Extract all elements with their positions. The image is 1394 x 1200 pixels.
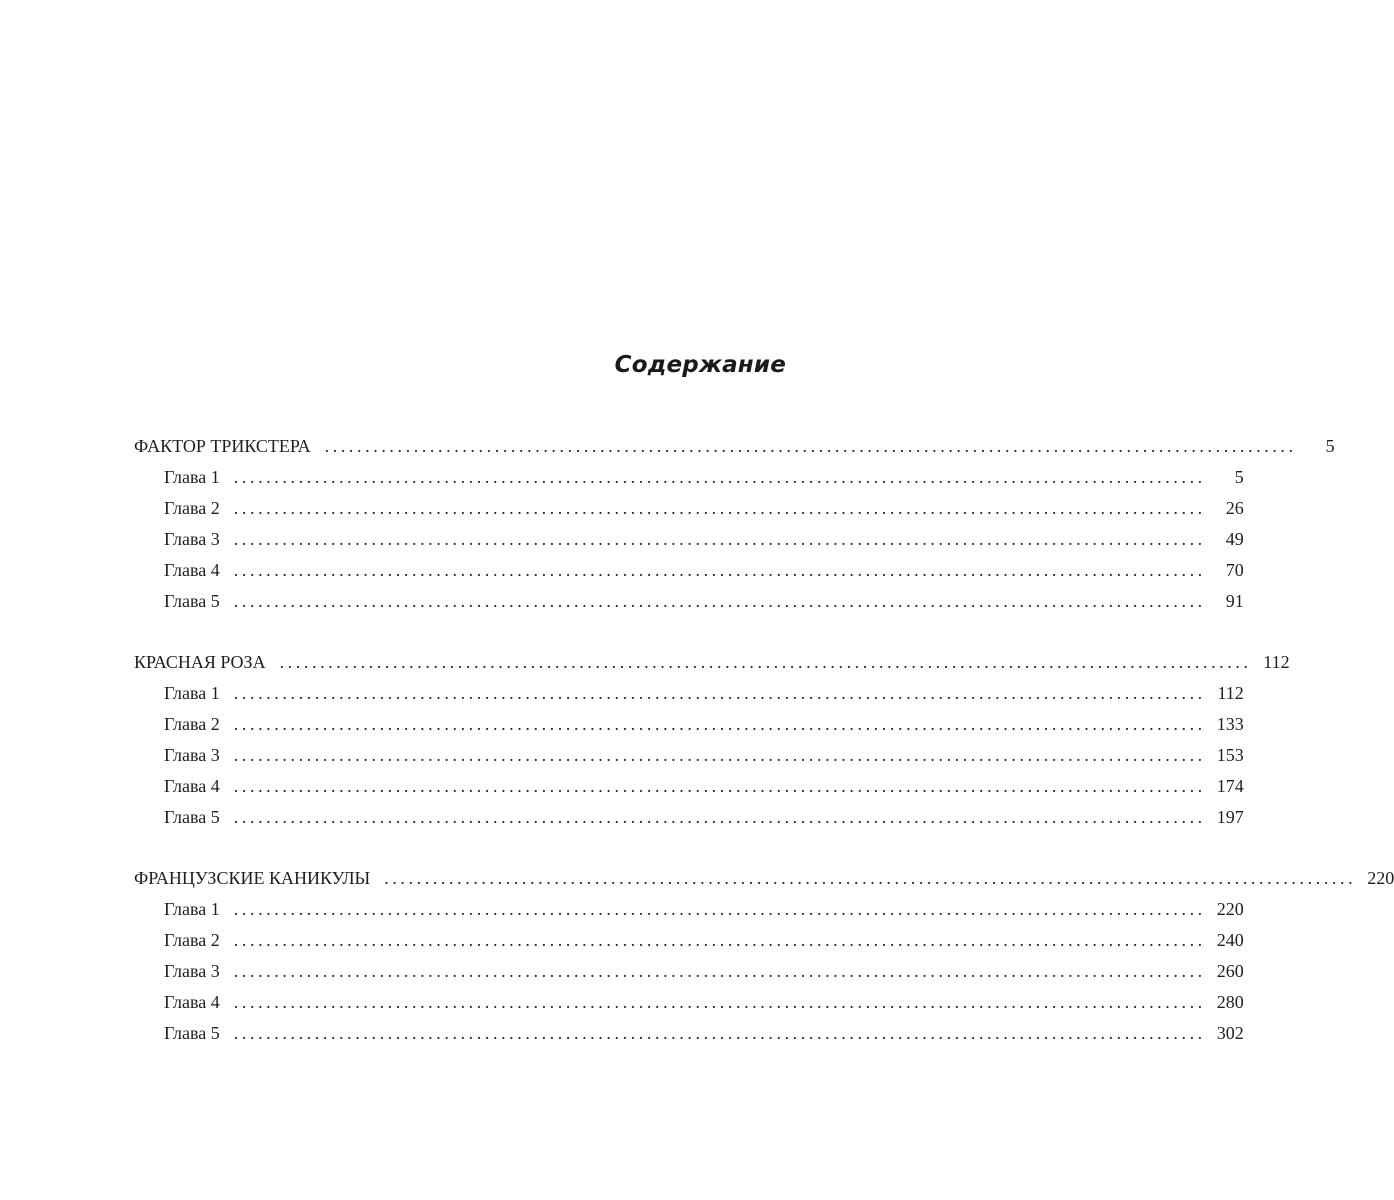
toc-chapter-entry[interactable] <box>134 709 1244 740</box>
toc-title: Содержание <box>614 352 786 378</box>
dot-leader: ........................................................................................................................ <box>233 591 1206 611</box>
dot-leader: ........................................................................................................................ <box>233 745 1206 765</box>
dot-leader: ........................................................................................................................ <box>233 899 1206 919</box>
page-number: 302 <box>1216 1023 1244 1043</box>
page-number: 240 <box>1216 930 1244 950</box>
toc-chapter-entry[interactable] <box>134 987 1244 1018</box>
chapter-label: Глава 2 <box>164 930 220 950</box>
page-number: 5 <box>1234 467 1244 487</box>
chapter-label: Глава 5 <box>164 1023 220 1043</box>
toc-part-entry[interactable] <box>134 863 1394 894</box>
toc-part <box>134 863 1394 1049</box>
dot-leader: ........................................................................................................................ <box>233 776 1206 796</box>
dot-leader: ........................................................................................................................ <box>384 868 1357 888</box>
page-number: 26 <box>1225 498 1244 518</box>
chapter-label: Глава 3 <box>164 529 220 549</box>
page-number: 49 <box>1225 529 1244 549</box>
chapter-label: Глава 4 <box>164 560 220 580</box>
dot-leader: ........................................................................................................................ <box>233 529 1206 549</box>
dot-leader: ........................................................................................................................ <box>233 992 1206 1012</box>
toc-chapter-entry[interactable] <box>134 894 1244 925</box>
page-number: 133 <box>1216 714 1244 734</box>
page-number: 174 <box>1216 776 1244 796</box>
part-title: ФАКТОР ТРИКСТЕРА <box>134 436 311 456</box>
dot-leader: ........................................................................................................................ <box>233 560 1206 580</box>
page-number: 260 <box>1216 961 1244 981</box>
toc-chapter-entry[interactable] <box>134 493 1244 524</box>
page-number: 280 <box>1216 992 1244 1012</box>
chapter-label: Глава 4 <box>164 992 220 1012</box>
dot-leader: ........................................................................................................................ <box>233 1023 1206 1043</box>
chapter-label: Глава 4 <box>164 776 220 796</box>
chapter-label: Глава 1 <box>164 683 220 703</box>
dot-leader: ........................................................................................................................ <box>324 436 1297 456</box>
toc-part <box>134 647 1290 833</box>
toc-chapter-entry[interactable] <box>134 925 1244 956</box>
dot-leader: ........................................................................................................................ <box>233 498 1206 518</box>
chapter-label: Глава 1 <box>164 467 220 487</box>
toc-chapter-entry[interactable] <box>134 1018 1244 1049</box>
chapter-label: Глава 2 <box>164 714 220 734</box>
toc-chapter-entry[interactable] <box>134 771 1244 802</box>
chapter-label: Глава 5 <box>164 807 220 827</box>
dot-leader: ........................................................................................................................ <box>233 930 1206 950</box>
toc-part <box>134 431 1335 617</box>
toc-part-entry[interactable] <box>134 431 1335 462</box>
toc-chapter-entry[interactable] <box>134 555 1244 586</box>
page-number: 220 <box>1216 899 1244 919</box>
dot-leader: ........................................................................................................................ <box>279 652 1252 672</box>
dot-leader: ........................................................................................................................ <box>233 807 1206 827</box>
dot-leader: ........................................................................................................................ <box>233 683 1206 703</box>
toc-chapter-entry[interactable] <box>134 586 1244 617</box>
dot-leader: ........................................................................................................................ <box>233 467 1206 487</box>
page-number: 112 <box>1217 683 1244 703</box>
table-of-contents <box>134 431 1394 1079</box>
chapter-label: Глава 3 <box>164 745 220 765</box>
toc-chapter-entry[interactable] <box>134 956 1244 987</box>
toc-chapter-entry[interactable] <box>134 462 1244 493</box>
page-number: 220 <box>1367 868 1394 888</box>
chapter-label: Глава 1 <box>164 899 220 919</box>
dot-leader: ........................................................................................................................ <box>233 714 1206 734</box>
page-number: 5 <box>1325 436 1335 456</box>
page-number: 197 <box>1216 807 1244 827</box>
page-number: 91 <box>1225 591 1244 611</box>
chapter-label: Глава 2 <box>164 498 220 518</box>
part-title: ФРАНЦУЗСКИЕ КАНИКУЛЫ <box>134 868 371 888</box>
toc-chapter-entry[interactable] <box>134 678 1244 709</box>
part-title: КРАСНАЯ РОЗА <box>134 652 266 672</box>
page-number: 112 <box>1263 652 1290 672</box>
dot-leader: ........................................................................................................................ <box>233 961 1206 981</box>
toc-chapter-entry[interactable] <box>134 524 1244 555</box>
page-number: 153 <box>1216 745 1244 765</box>
toc-chapter-entry[interactable] <box>134 740 1244 771</box>
toc-part-entry[interactable] <box>134 647 1290 678</box>
chapter-label: Глава 5 <box>164 591 220 611</box>
toc-chapter-entry[interactable] <box>134 802 1244 833</box>
chapter-label: Глава 3 <box>164 961 220 981</box>
page-number: 70 <box>1225 560 1244 580</box>
